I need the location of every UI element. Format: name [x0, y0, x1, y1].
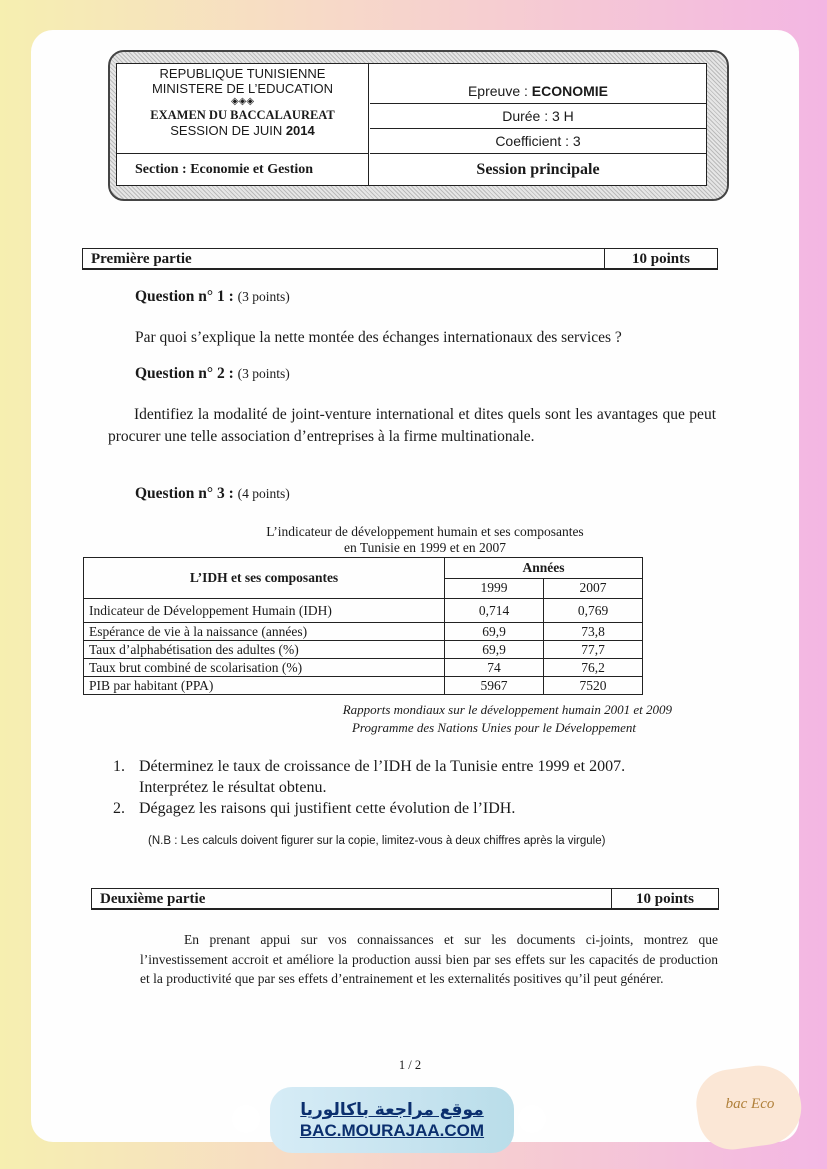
header-exam-title: EXAMEN DU BACCALAUREAT	[150, 108, 335, 122]
q3-item-1-line2: Interprétez le résultat obtenu.	[139, 779, 327, 796]
header-line-ministry: MINISTERE DE L’EDUCATION	[151, 81, 334, 96]
part1-label: Première partie	[91, 251, 192, 267]
header-coefficient: Coefficient : 3	[370, 129, 706, 154]
part2-label: Deuxième partie	[100, 891, 206, 907]
idh-years-header: Années	[445, 558, 643, 579]
header-epreuve: Epreuve : ECONOMIE	[370, 64, 706, 104]
part2-text: En prenant appui sur vos connaissances et sur les documents ci-joints, montrez que l’investissement accroit et améliore la production aussi bien par ses effets sur les capacités de production et la productivité que par ses effets d’entrainement et les externalités positives qu’il peut générer.	[140, 932, 718, 986]
header-ornament: ◈◈◈	[230, 96, 255, 107]
site-name-arabic: موقع مراجعة باكالوريا	[300, 1100, 484, 1120]
header-line-republic: REPUBLIQUE TUNISIENNE	[159, 66, 326, 81]
table-row: Taux d’alphabétisation des adultes (%) 69,9 77,7	[84, 641, 643, 659]
page-number: 1 / 2	[398, 1058, 422, 1072]
q3-item-2: 2. Dégagez les raisons qui justifient cette évolution de l’IDH.	[113, 800, 516, 817]
table-row: Taux brut combiné de scolarisation (%) 74 76,2	[84, 659, 643, 677]
header-session: SESSION DE JUIN 2014	[170, 123, 315, 138]
idh-year-1999: 1999	[445, 578, 544, 599]
q2-title: Question n° 2 : (3 points)	[135, 365, 290, 382]
header-institution	[117, 64, 369, 154]
q3-title: Question n° 3 : (4 points)	[135, 485, 290, 502]
q1-text: Par quoi s’explique la nette montée des échanges internationaux des services ?	[135, 329, 622, 346]
q1-title: Question n° 1 : (3 points)	[135, 288, 290, 305]
q2-text: Identifiez la modalité de joint-venture international et dites quels sont les avantages que peut procurer une telle association d’entreprises à la firme multinationale.	[108, 406, 716, 445]
part1-bar	[82, 248, 718, 270]
nb-note: (N.B : Les calculs doivent figurer sur la copie, limitez-vous à deux chiffres après la virgule)	[148, 835, 606, 847]
part2-bar	[91, 888, 719, 910]
site-url-link[interactable]: BAC.MOURAJAA.COM	[299, 1121, 485, 1140]
table-caption: L’indicateur de développement humain et ses composantes en Tunisie en 1999 et en 2007	[266, 524, 584, 555]
header-box	[116, 63, 707, 186]
idh-col-header: L’IDH et ses composantes	[84, 558, 445, 599]
header-duree: Durée : 3 H	[370, 104, 706, 129]
idh-table	[83, 557, 643, 695]
table-row: Espérance de vie à la naissance (années) 69,9 73,8	[84, 623, 643, 641]
part2-points: 10 points	[611, 889, 718, 908]
header-section: Section : Economie et Gestion	[117, 154, 369, 185]
idh-year-2007: 2007	[544, 578, 643, 599]
table-row: Indicateur de Développement Humain (IDH) 0,714 0,769	[84, 599, 643, 623]
site-logo-icon-right	[518, 1105, 546, 1133]
part1-points: 10 points	[604, 249, 717, 268]
header-session-type: Session principale	[476, 161, 600, 178]
table-row: PIB par habitant (PPA) 5967 7520	[84, 677, 643, 695]
site-banner[interactable]	[270, 1087, 514, 1153]
bac-eco-label: bac Eco	[725, 1096, 775, 1112]
q3-items	[113, 756, 625, 819]
q3-item-1: 1. Déterminez le taux de croissance de l’IDH de la Tunisie entre 1999 et 2007.	[113, 758, 626, 775]
site-logo-icon	[232, 1105, 260, 1133]
table-source: Rapports mondiaux sur le développement humain 2001 et 2009 Programme des Nations Unies pour le Développement	[342, 702, 672, 735]
